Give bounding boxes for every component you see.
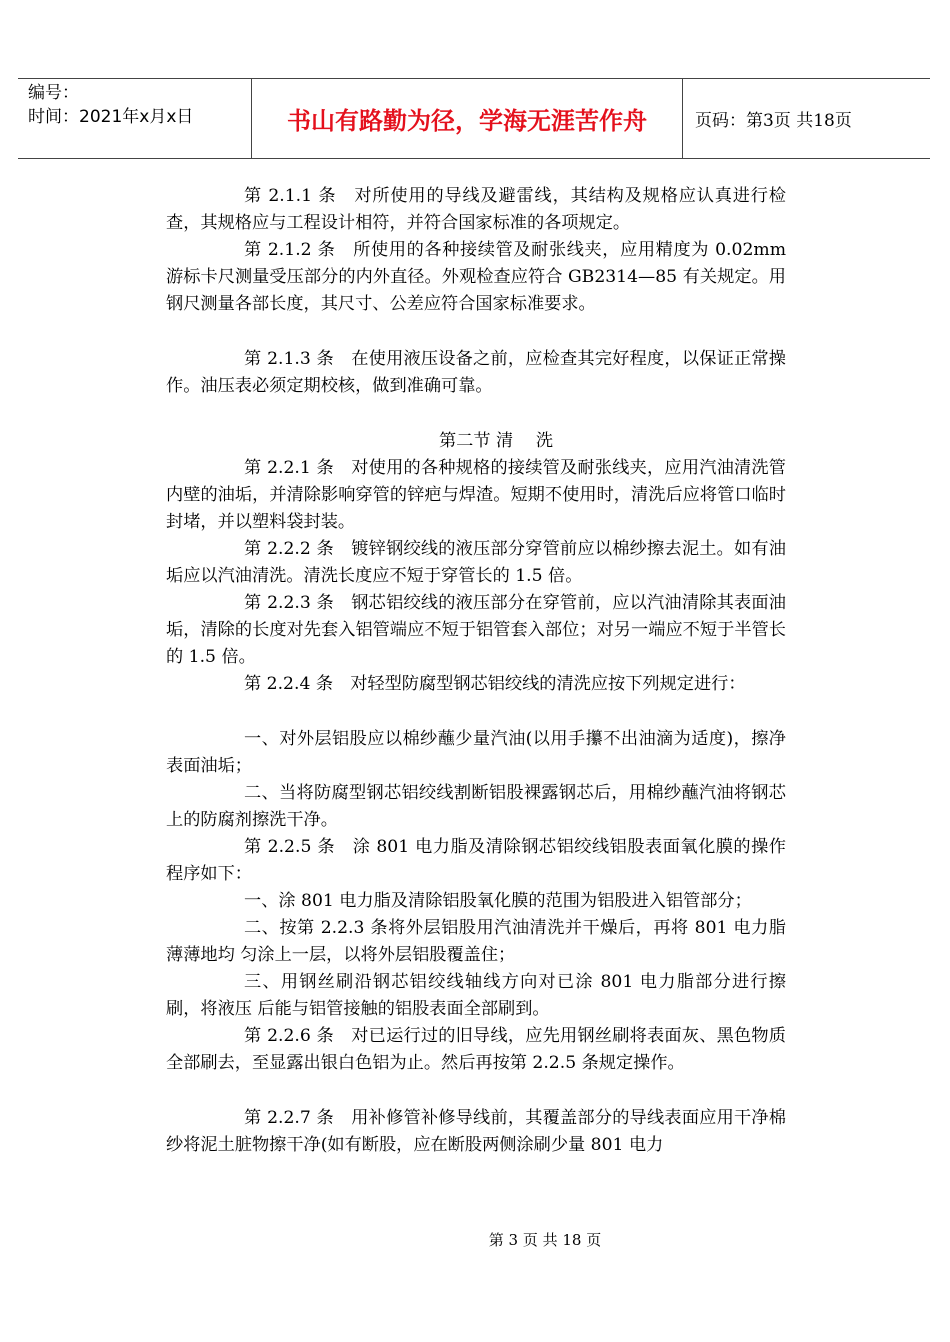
list-item-3: 一、涂 801 电力脂及清除铝股氧化膜的范围为铝股进入铝管部分； bbox=[244, 891, 752, 911]
page-footer: 第 3 页 共 18 页 bbox=[488, 1231, 602, 1249]
doc-time-label: 时间：2021年x月x日 bbox=[28, 107, 194, 127]
list-item-1: 一、对外层铝股应以棉纱蘸少量汽油(以用手攥不出油滴为适度)，擦净表面油垢； bbox=[166, 729, 786, 776]
section-heading: 第二节 清 洗 bbox=[438, 431, 554, 451]
paragraph-2-2-7: 第 2.2.7 条 用补修管补修导线前，其覆盖部分的导线表面应用干净棉纱将泥土脏物擦干净(如有断股，应在断股两侧涂刷少量 801 电力 bbox=[166, 1108, 786, 1155]
paragraph-2-2-1: 第 2.2.1 条 对使用的各种规格的接续管及耐张线夹，应用汽油清洗管内壁的油垢，并清除影响穿管的锌疤与焊渣。短期不使用时，清洗后应将管口临时封堵，并以塑料袋封装。 bbox=[166, 458, 786, 532]
doc-number-label: 编号： bbox=[28, 83, 79, 103]
paragraph-2-1-1: 第 2.1.1 条 对所使用的导线及避雷线，其结构及规格应认真进行检查，其规格应与工程设计相符，并符合国家标准的各项规定。 bbox=[166, 186, 786, 233]
paragraph-2-2-6: 第 2.2.6 条 对已运行过的旧导线，应先用钢丝刷将表面灰、黑色物质全部刷去，至显露出银白色铝为止。然后再按第 2.2.5 条规定操作。 bbox=[166, 1026, 786, 1073]
paragraph-2-2-3: 第 2.2.3 条 钢芯铝绞线的液压部分在穿管前，应以汽油清除其表面油垢，清除的长度对先套入铝管端应不短于铝管套入部位；对另一端应不短于半管长的 1.5 倍。 bbox=[166, 593, 786, 667]
page-header bbox=[18, 78, 930, 159]
document-body bbox=[166, 183, 786, 1159]
paragraph-2-1-3: 第 2.1.3 条 在使用液压设备之前，应检查其完好程度，以保证正常操作。油压表必须定期校核，做到准确可靠。 bbox=[166, 349, 786, 396]
paragraph-2-2-2: 第 2.2.2 条 镀锌钢绞线的液压部分穿管前应以棉纱擦去泥土。如有油垢应以汽油清洗。清洗长度应不短于穿管长的 1.5 倍。 bbox=[166, 539, 786, 586]
paragraph-2-2-5: 第 2.2.5 条 涂 801 电力脂及清除钢芯铝绞线铝股表面氧化膜的操作程序如下： bbox=[166, 837, 786, 884]
list-item-5: 三、用钢丝刷沿钢芯铝绞线轴线方向对已涂 801 电力脂部分进行擦刷，将液压 后能与铝管接触的铝股表面全部刷到。 bbox=[166, 972, 786, 1019]
header-motto: 书山有路勤为径，学海无涯苦作舟 bbox=[252, 79, 683, 158]
header-page-info: 页码：第3页 共18页 bbox=[695, 111, 852, 131]
list-item-4: 二、按第 2.2.3 条将外层铝股用汽油清洗并干燥后，再将 801 电力脂薄薄地均 匀涂上一层，以将外层铝股覆盖住； bbox=[166, 918, 786, 965]
list-item-2: 二、当将防腐型钢芯铝绞线割断铝股裸露钢芯后，用棉纱蘸汽油将钢芯上的防腐剂擦洗干净。 bbox=[166, 783, 786, 830]
paragraph-2-1-2: 第 2.1.2 条 所使用的各种接续管及耐张线夹，应用精度为 0.02mm 游标卡尺测量受压部分的内外直径。外观检查应符合 GB2314—85 有关规定。用钢尺测量各部长度，其尺寸、公差应符合国家标准要求。 bbox=[166, 240, 786, 314]
paragraph-2-2-4: 第 2.2.4 条 对轻型防腐型钢芯铝绞线的清洗应按下列规定进行： bbox=[244, 674, 746, 694]
header-meta bbox=[18, 79, 252, 158]
